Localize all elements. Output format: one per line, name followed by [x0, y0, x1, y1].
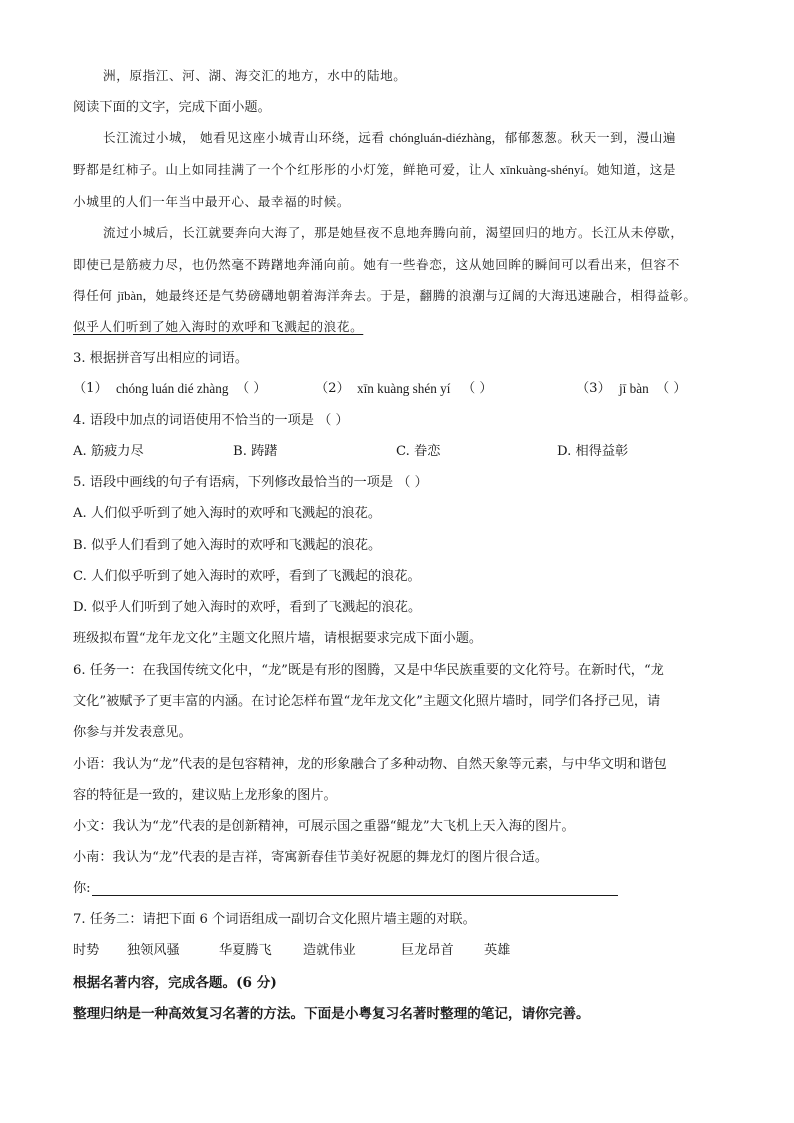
q3-item-2-pinyin: xīn kuàng shén yí — [357, 381, 451, 396]
photo-wall-instruction: 班级拟布置“龙年龙文化”主题文化照片墙，请根据要求完成下面小题。 — [73, 631, 483, 646]
q3-item-3-pinyin: jī bàn — [619, 381, 649, 396]
passage-p1-line1 — [103, 129, 676, 147]
q3-item-1-blank[interactable]: （ ） — [236, 381, 267, 396]
q3-stem: 3. 根据拼音写出相应的词语。 — [73, 351, 249, 366]
passage-p1-line3: 小城里的人们一年当中最开心、最幸福的时候。 — [73, 194, 351, 209]
q4-option-d[interactable]: D. 相得益彰 — [557, 444, 629, 459]
q6-xiaoyu-line2: 容的特征是一致的，建议贴上龙形象的图片。 — [73, 788, 337, 803]
passage-text: 长江流过小城， 她看见这座小城青山环绕，远看 — [103, 130, 390, 145]
q5-option-a[interactable]: A. 人们似乎听到了她入海时的欢呼和飞溅起的浪花。 — [73, 506, 382, 521]
passage-p2-line1: 流过小城后，长江就要奔向大海了，那是她昼夜不息地奔腾向前，渴望回归的地方。长江从未停歇， — [103, 225, 684, 240]
passage-text: 得任何 — [73, 288, 118, 303]
q7-word-6: 英雄 — [484, 943, 511, 958]
gloss-line: 洲，原指江、河、湖、海交汇的地方，水中的陆地。 — [103, 68, 407, 83]
q7-word-3: 华夏腾飞 — [219, 943, 272, 958]
q6-line1: 6. 任务一：在我国传统文化中，“龙”既是有形的图腾，又是中华民族重要的文化符号。在新时代，“龙 — [73, 663, 664, 678]
q3-item-2-blank[interactable]: （ ） — [462, 381, 493, 396]
q6-you-label: 你: — [73, 881, 91, 896]
q6-xiaoyu-line1: 小语：我认为“龙”代表的是包容精神，龙的形象融合了多种动物、自然天象等元素，与中华文明和谐包 — [73, 757, 667, 772]
q3-item-3-num: （3） — [576, 381, 611, 396]
q5-option-b[interactable]: B. 似乎人们看到了她入海时的欢呼和飞溅起的浪花。 — [73, 538, 382, 553]
q5-option-c[interactable]: C. 人们似乎听到了她入海时的欢呼，看到了飞溅起的浪花。 — [73, 569, 421, 584]
q3-item-3-blank[interactable]: （ ） — [656, 381, 687, 396]
q6-line3: 你参与并发表意见。 — [73, 725, 192, 740]
pinyin-3: jībàn — [117, 289, 143, 303]
q4-option-a[interactable]: A. 筋疲力尽 — [73, 444, 144, 459]
passage-underlined-sentence: 似乎人们听到了她入海时的欢呼和飞溅起的浪花。 — [73, 319, 364, 334]
q6-line2: 文化”被赋予了更丰富的内涵。在讨论怎样布置“龙年龙文化”主题文化照片墙时，同学们各抒己见，请 — [73, 694, 661, 709]
passage-p1-line2 — [73, 161, 676, 179]
q6-xiaonan: 小南：我认为“龙”代表的是吉祥，寄寓新春佳节美好祝愿的舞龙灯的图片很合适。 — [73, 850, 549, 865]
q3-item-1-num: （1） — [73, 381, 108, 396]
reading-instruction: 阅读下面的文字，完成下面小题。 — [73, 100, 271, 115]
q4-option-b[interactable]: B. 踌躇 — [233, 444, 278, 459]
q5-option-d[interactable]: D. 似乎人们听到了她入海时的欢呼，看到了飞溅起的浪花。 — [73, 600, 422, 615]
q7-word-5: 巨龙昂首 — [401, 943, 454, 958]
passage-text: ，她最终还是气势磅礴地朝着海洋奔去。于是，翻腾的浪潮与辽阔的大海迅速融合，相得益彰。 — [142, 288, 697, 303]
q5-stem: 5. 语段中画线的句子有语病，下列修改最恰当的一项是 （ ） — [73, 475, 428, 490]
classics-section-intro: 整理归纳是一种高效复习名著的方法。下面是小粤复习名著时整理的笔记，请你完善。 — [73, 1006, 590, 1022]
q3-item-1-pinyin: chóng luán dié zhàng — [116, 381, 229, 396]
q6-xiaowen: 小文：我认为“龙”代表的是创新精神，可展示国之重器“鲲龙”大飞机上天入海的图片。 — [73, 819, 575, 834]
passage-text: 。她知道，这是 — [583, 162, 677, 177]
q4-option-c[interactable]: C. 眷恋 — [396, 444, 441, 459]
passage-p2-line3 — [73, 287, 697, 305]
passage-text: 野都是红柿子。山上如同挂满了一个个红彤彤的小灯笼，鲜艳可爱，让人 — [73, 162, 500, 177]
passage-text: ，郁郁葱葱。秋天一到，漫山遍 — [491, 130, 677, 145]
pinyin-1: chóngluán-diézhàng — [389, 131, 492, 145]
q7-word-1: 时势 — [73, 943, 100, 958]
q3-item-2-num: （2） — [315, 381, 350, 396]
pinyin-2: xīnkuàng-shényí — [499, 163, 584, 177]
q7-stem: 7. 任务二：请把下面 6 个词语组成一副切合文化照片墙主题的对联。 — [73, 912, 476, 927]
q4-stem: 4. 语段中加点的词语使用不恰当的一项是 （ ） — [73, 413, 349, 428]
q7-word-4: 造就伟业 — [303, 943, 356, 958]
passage-p2-line2: 即使已是筋疲力尽，也仍然毫不踌躇地奔涌向前。她有一些眷恋，这从她回眸的瞬间可以看出来，但容不 — [73, 257, 680, 272]
q7-word-2: 独领风骚 — [127, 943, 180, 958]
classics-section-heading: 根据名著内容，完成各题。(6 分) — [73, 975, 277, 991]
q6-answer-line[interactable] — [92, 895, 618, 896]
